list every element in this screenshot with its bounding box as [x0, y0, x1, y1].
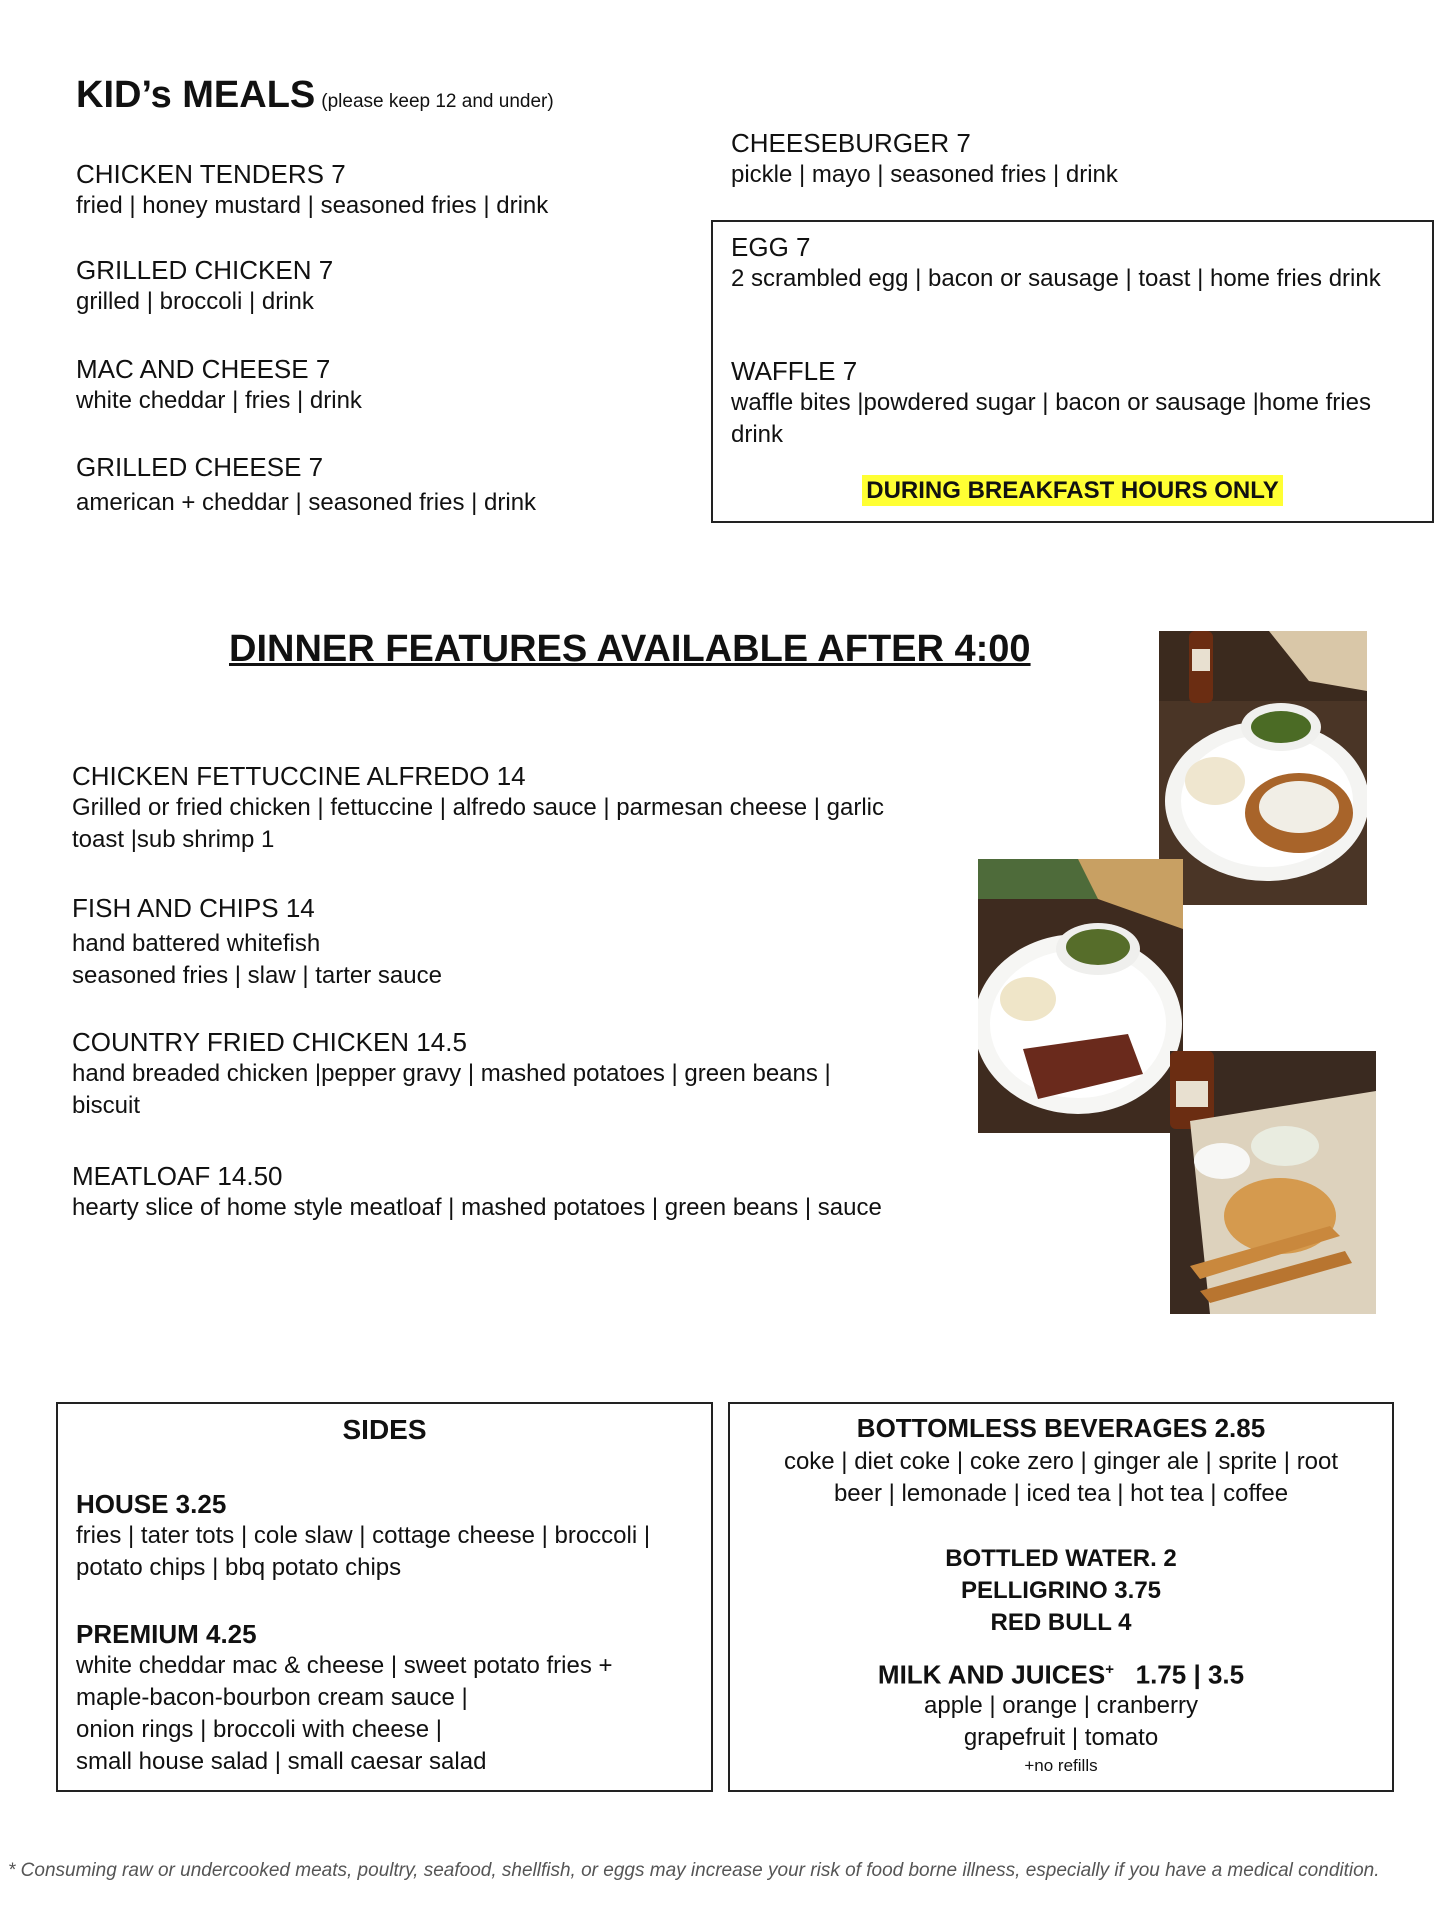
- menu-item-desc: white cheddar | fries | drink: [76, 387, 362, 414]
- bottomless-beverages-title: BOTTOMLESS BEVERAGES 2.85: [856, 1413, 1266, 1443]
- menu-item-name: CHEESEBURGER 7: [731, 128, 971, 158]
- juices-line: grapefruit | tomato: [963, 1724, 1159, 1751]
- milk-mark: +: [1105, 1661, 1114, 1678]
- menu-item-desc: hand breaded chicken |pepper gravy | mashed potatoes | green beans | biscuit: [72, 1060, 831, 1119]
- menu-item-desc: american + cheddar | seasoned fries | drink: [76, 489, 537, 516]
- sides-title: SIDES: [342, 1414, 427, 1445]
- menu-item-name: MEATLOAF 14.50: [72, 1161, 283, 1191]
- beverages-line: coke | diet coke | coke zero | ginger ale | sprite | root: [783, 1448, 1339, 1475]
- sides-premium-line: onion rings | broccoli with cheese |: [76, 1716, 442, 1743]
- menu-item-name: CHICKEN TENDERS 7: [76, 159, 346, 189]
- dinner-item: [72, 1160, 952, 1224]
- kids-breakfast-item: [731, 355, 1421, 451]
- sides-premium-line: maple-bacon-bourbon cream sauce |: [76, 1684, 468, 1711]
- menu-item-name: GRILLED CHEESE 7: [76, 452, 324, 482]
- menu-item-name: EGG 7: [731, 232, 811, 262]
- no-refills-note: +no refills: [1024, 1756, 1098, 1775]
- red-bull: RED BULL 4: [990, 1609, 1132, 1636]
- kids-age-note: (please keep 12 and under): [321, 91, 554, 112]
- kids-item: [76, 254, 636, 318]
- sides-house-label: HOUSE 3.25: [76, 1489, 227, 1519]
- breakfast-hours-note: DURING BREAKFAST HOURS ONLY: [862, 475, 1282, 506]
- menu-item-name: WAFFLE 7: [731, 356, 858, 386]
- pelligrino: PELLIGRINO 3.75: [960, 1577, 1162, 1604]
- menu-item-name: CHICKEN FETTUCCINE ALFREDO 14: [72, 761, 526, 791]
- menu-item-name: MAC AND CHEESE 7: [76, 354, 331, 384]
- sides-house: [76, 1488, 696, 1584]
- food-safety-disclaimer: * Consuming raw or undercooked meats, poultry, seafood, shellfish, or eggs may increase your risk of food borne illness, especially if you have a medical condition.: [8, 1860, 1380, 1881]
- dinner-item: [72, 1026, 892, 1122]
- dinner-item: [72, 892, 892, 992]
- beverages-line: beer | lemonade | iced tea | hot tea | coffee: [833, 1480, 1289, 1507]
- kids-breakfast-item: [731, 231, 1381, 295]
- sides-house-desc: fries | tater tots | cole slaw | cottage cheese | broccoli | potato chips | bbq potato chips: [76, 1522, 651, 1581]
- sides-premium-label: PREMIUM 4.25: [76, 1619, 257, 1649]
- menu-item-desc: seasoned fries | slaw | tarter sauce: [72, 962, 442, 989]
- menu-item-desc: grilled | broccoli | drink: [76, 288, 314, 315]
- sides-premium-line: white cheddar mac & cheese | sweet potato fries +: [76, 1652, 613, 1679]
- menu-item-desc: Grilled or fried chicken | fettuccine | alfredo sauce | parmesan cheese | garlic toast |sub shrimp 1: [72, 794, 884, 853]
- country-fried-chicken-photo: [1159, 631, 1367, 905]
- meatloaf-photo: [978, 859, 1183, 1133]
- menu-item-name: COUNTRY FRIED CHICKEN 14.5: [72, 1027, 467, 1057]
- menu-item-name: FISH AND CHIPS 14: [72, 893, 315, 923]
- menu-item-desc: pickle | mayo | seasoned fries | drink: [731, 161, 1118, 188]
- milk-and-juices-title: MILK AND JUICES+ 1.75 | 3.5: [877, 1659, 1245, 1690]
- kids-item: [76, 353, 636, 417]
- menu-item-name: GRILLED CHICKEN 7: [76, 255, 334, 285]
- kids-item: [76, 158, 636, 222]
- kids-item: [76, 451, 636, 519]
- kids-item: [731, 127, 1411, 191]
- juices-line: apple | orange | cranberry: [924, 1692, 1198, 1719]
- sides-premium: [76, 1618, 696, 1778]
- menu-item-desc: hearty slice of home style meatloaf | mashed potatoes | green beans | sauce: [72, 1194, 882, 1221]
- fish-and-chips-photo: [1170, 1051, 1376, 1314]
- sides-premium-line: small house salad | small caesar salad: [76, 1748, 487, 1775]
- menu-item-desc: 2 scrambled egg | bacon or sausage | toast | home fries drink: [731, 265, 1381, 292]
- dinner-item: [72, 760, 892, 856]
- kids-meals-title: KID’s MEALS (please keep 12 and under): [76, 74, 554, 116]
- dinner-features-title: DINNER FEATURES AVAILABLE AFTER 4:00: [229, 628, 1031, 670]
- menu-item-desc: fried | honey mustard | seasoned fries | drink: [76, 192, 549, 219]
- menu-item-desc: hand battered whitefish: [72, 930, 321, 957]
- breakfast-note-row: [711, 477, 1434, 505]
- menu-item-desc: waffle bites |powdered sugar | bacon or sausage |home fries drink: [731, 389, 1371, 448]
- bottled-water: BOTTLED WATER. 2: [945, 1545, 1177, 1572]
